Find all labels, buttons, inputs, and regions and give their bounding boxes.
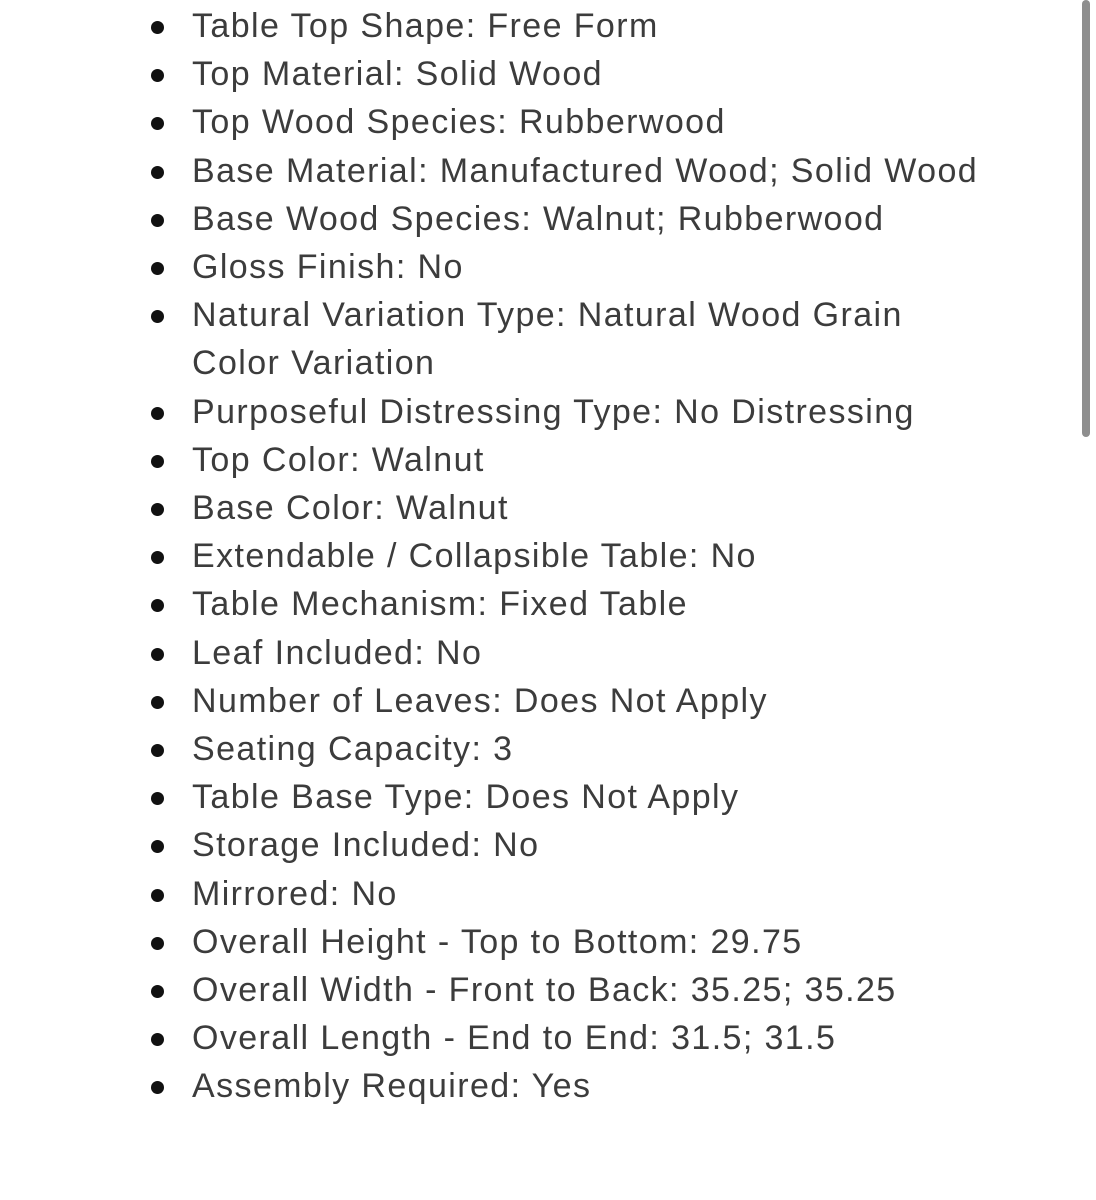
- spec-text: Top Material: Solid Wood: [192, 55, 603, 94]
- spec-text: Table Base Type: Does Not Apply: [192, 778, 740, 817]
- spec-item-base-material: [0, 147, 1096, 195]
- spec-text: Extendable / Collapsible Table: No: [192, 537, 757, 576]
- spec-text: Number of Leaves: Does Not Apply: [192, 681, 768, 720]
- spec-item-top-wood-species: [0, 98, 1096, 146]
- spec-item-extendable-collapsible-table: [0, 532, 1096, 580]
- spec-item-mirrored: [0, 870, 1096, 918]
- spec-item-gloss-finish: [0, 243, 1096, 291]
- spec-text: Base Material: Manufactured Wood; Solid Wood: [192, 151, 979, 190]
- spec-item-leaf-included: [0, 629, 1096, 677]
- spec-item-natural-variation-type: [0, 291, 1096, 387]
- spec-text: Overall Length - End to End: 31.5; 31.5: [192, 1019, 837, 1058]
- bullet-icon: [151, 407, 164, 420]
- bullet-icon: [151, 214, 164, 227]
- bullet-icon: [151, 1081, 164, 1094]
- specifications-list: [0, 2, 1096, 1111]
- spec-item-number-of-leaves: [0, 677, 1096, 725]
- bullet-icon: [151, 889, 164, 902]
- bullet-icon: [151, 166, 164, 179]
- bullet-icon: [151, 69, 164, 82]
- spec-text: Assembly Required: Yes: [192, 1067, 592, 1106]
- spec-text: Leaf Included: No: [192, 633, 483, 672]
- spec-text: Table Top Shape: Free Form: [192, 7, 659, 45]
- bullet-icon: [151, 262, 164, 275]
- spec-text: Table Mechanism: Fixed Table: [192, 585, 688, 624]
- spec-item-table-top-shape: [0, 2, 1096, 50]
- vertical-scrollbar[interactable]: [1082, 0, 1090, 437]
- bullet-icon: [151, 310, 164, 323]
- bullet-icon: [151, 503, 164, 516]
- spec-item-table-base-type: [0, 773, 1096, 821]
- spec-text: Seating Capacity: 3: [192, 730, 514, 769]
- spec-item-top-material: [0, 50, 1096, 98]
- bullet-icon: [151, 1033, 164, 1046]
- bullet-icon: [151, 985, 164, 998]
- bullet-icon: [151, 840, 164, 853]
- spec-text: Purposeful Distressing Type: No Distressing: [192, 392, 915, 431]
- spec-text: Top Color: Walnut: [192, 440, 485, 479]
- spec-text: Gloss Finish: No: [192, 248, 464, 287]
- spec-item-overall-width: [0, 966, 1096, 1014]
- bullet-icon: [151, 21, 164, 34]
- spec-item-base-color: [0, 484, 1096, 532]
- spec-item-overall-length: [0, 1014, 1096, 1062]
- spec-item-table-mechanism: [0, 580, 1096, 628]
- spec-text: Base Color: Walnut: [192, 489, 509, 528]
- bullet-icon: [151, 599, 164, 612]
- spec-text: Overall Width - Front to Back: 35.25; 35.25: [192, 971, 897, 1010]
- bullet-icon: [151, 648, 164, 661]
- spec-text: Natural Variation Type: Natural Wood Grain Color Variation: [192, 296, 903, 383]
- spec-item-overall-height: [0, 918, 1096, 966]
- spec-text: Overall Height - Top to Bottom: 29.75: [192, 922, 803, 961]
- bullet-icon: [151, 696, 164, 709]
- spec-item-storage-included: [0, 821, 1096, 869]
- spec-text: Base Wood Species: Walnut; Rubberwood: [192, 199, 885, 238]
- bullet-icon: [151, 744, 164, 757]
- spec-item-purposeful-distressing-type: [0, 388, 1096, 436]
- bullet-icon: [151, 937, 164, 950]
- spec-text: Mirrored: No: [192, 874, 398, 913]
- spec-item-base-wood-species: [0, 195, 1096, 243]
- bullet-icon: [151, 551, 164, 564]
- bullet-icon: [151, 455, 164, 468]
- bullet-icon: [151, 117, 164, 130]
- bullet-icon: [151, 792, 164, 805]
- spec-text: Top Wood Species: Rubberwood: [192, 103, 726, 142]
- spec-item-top-color: [0, 436, 1096, 484]
- spec-text: Storage Included: No: [192, 826, 540, 865]
- spec-item-assembly-required: [0, 1062, 1096, 1110]
- spec-item-seating-capacity: [0, 725, 1096, 773]
